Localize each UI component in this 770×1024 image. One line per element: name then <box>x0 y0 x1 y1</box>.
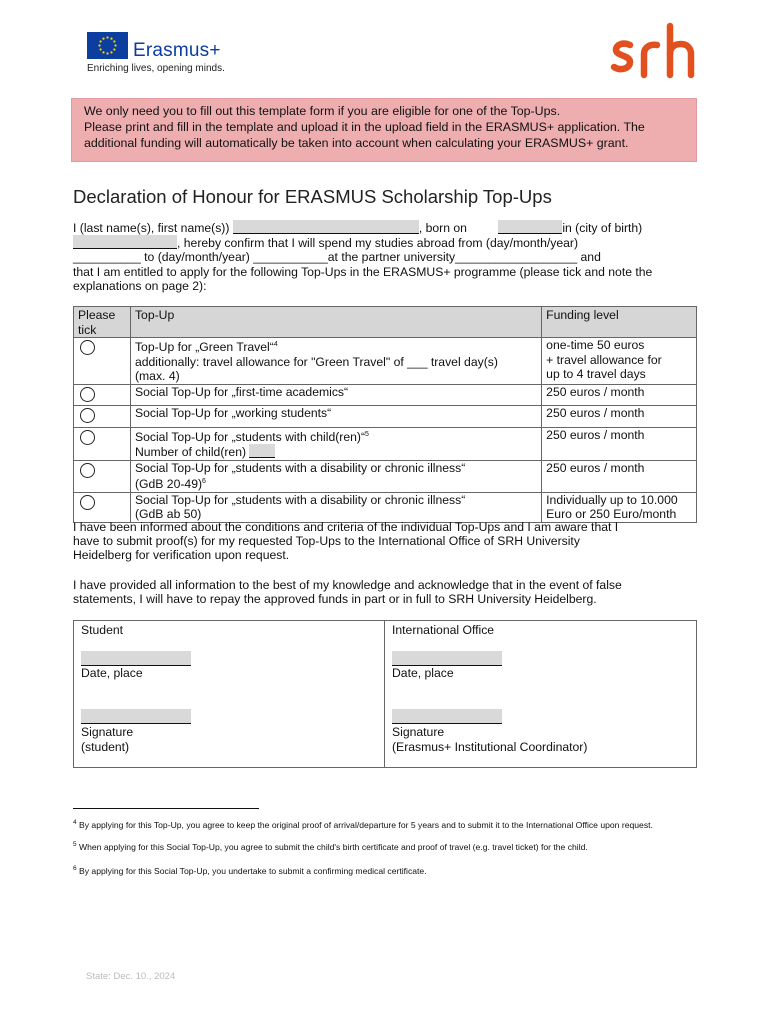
footnote-text: By applying for this Top-Up, you agree to keep the original proof of arrival/departure for 5 years and to submit it to the International Office upon request. <box>76 819 653 830</box>
tick-radio-first-time-academics[interactable] <box>80 387 95 402</box>
tick-radio-students-with-children[interactable] <box>80 430 95 445</box>
srh-logo-mark <box>610 18 702 80</box>
topup-label: Social Top-Up for „first-time academics“ <box>130 384 541 406</box>
topup-label: Social Top-Up for „students with a disability or chronic illness“ <box>134 492 466 507</box>
paragraph-line: have to submit proof(s) for my requested Top-Ups to the International Office of SRH University <box>73 534 580 549</box>
signature-table <box>73 620 697 768</box>
funding-level: 250 euros / month <box>542 384 697 406</box>
footnote <box>73 840 693 852</box>
topup-detail: (max. 4) <box>134 369 180 384</box>
office-signature-label <box>392 725 587 754</box>
student-signature-column <box>74 621 385 767</box>
birth-city-field[interactable] <box>73 235 177 249</box>
erasmus-logo-text: Erasmus+ <box>133 40 221 61</box>
liability-paragraph <box>73 578 695 606</box>
student-signature-field[interactable] <box>81 709 191 724</box>
notice-line: Please print and fill in the template and upload it in the upload field in the ERASMUS+ application. The <box>84 120 645 134</box>
col-header-tick: Please tick <box>74 307 131 338</box>
footnote-number: 4 <box>73 819 77 826</box>
signature-label-line: Signature <box>392 725 445 739</box>
paragraph-line: I have been informed about the conditions and criteria of the individual Top-Ups and I am aware that I <box>73 520 619 534</box>
funding-level: up to 4 travel days <box>546 367 646 381</box>
col-header-funding: Funding level <box>542 307 697 338</box>
declaration-text-line: explanations on page 2): <box>73 278 207 293</box>
birth-date-field[interactable] <box>498 220 562 234</box>
acknowledgement-paragraph <box>73 520 695 563</box>
topup-label: Social Top-Up for „students with a disability or chronic illness“ <box>134 460 466 475</box>
declaration-text-segment: , born on <box>418 221 471 235</box>
table-row <box>74 406 697 428</box>
paragraph-line: Heidelberg for verification upon request. <box>73 548 290 563</box>
office-date-field[interactable] <box>392 651 502 666</box>
topup-detail: Number of child(ren) <box>134 445 250 460</box>
footnote <box>73 818 693 830</box>
topups-table <box>73 306 697 523</box>
topup-detail: (GdB 20-49) <box>134 477 203 492</box>
paragraph-line: I have provided all information to the best of my knowledge and acknowledge that in the event of false <box>73 578 622 592</box>
student-signature-label <box>81 725 133 754</box>
signature-label-line: (student) <box>81 739 130 754</box>
declaration-text-line: that I am entitled to apply for the following Top-Ups in the ERASMUS+ programme (please tick and note the <box>73 264 653 279</box>
table-row <box>74 492 697 522</box>
student-date-label: Date, place <box>81 666 143 680</box>
notice-line: We only need you to fill out this template form if you are eligible for one of the Top-Ups. <box>84 104 561 118</box>
funding-level: Euro or 250 Euro/month <box>546 507 677 522</box>
eu-flag-icon <box>87 32 128 59</box>
funding-level: one-time 50 euros <box>546 338 645 352</box>
funding-level: 250 euros / month <box>542 406 697 428</box>
declaration-text <box>73 220 695 293</box>
paragraph-line: statements, I will have to repay the approved funds in part or in full to SRH University Heidelberg. <box>73 592 597 607</box>
tick-radio-working-students[interactable] <box>80 408 95 423</box>
office-signature-field[interactable] <box>392 709 502 724</box>
student-date-field[interactable] <box>81 651 191 666</box>
footnote-number: 6 <box>73 865 77 872</box>
declaration-text-segment: , hereby confirm that I will spend my studies abroad from (day/month/year) <box>177 236 579 251</box>
footnote-text: By applying for this Social Top-Up, you undertake to submit a confirming medical certificate. <box>76 865 427 876</box>
tick-radio-disability-gdb-20-49[interactable] <box>80 463 95 478</box>
footnote-text: When applying for this Social Top-Up, you agree to submit the child's birth certificate and proof of travel (e.g. travel ticket) for the child. <box>76 841 588 852</box>
footnote-divider <box>73 808 259 809</box>
tick-radio-green-travel[interactable] <box>80 340 95 355</box>
table-row <box>74 338 697 385</box>
document-title: Declaration of Honour for ERASMUS Scholarship Top-Ups <box>73 186 552 207</box>
signature-label-line: Signature <box>81 725 134 739</box>
footnote-ref: 6 <box>202 478 206 486</box>
table-row <box>74 460 697 492</box>
topup-label: Top-Up for „Green Travel“ <box>134 340 274 355</box>
funding-level: 250 euros / month <box>542 460 697 492</box>
erasmus-tagline: Enriching lives, opening minds. <box>87 63 225 74</box>
topup-label: Social Top-Up for „working students“ <box>130 406 541 428</box>
footnote <box>73 864 693 876</box>
funding-level: 250 euros / month <box>542 427 697 460</box>
study-period-line: __________ to (day/month/year) ___________at the partner university__________________ and <box>73 250 601 265</box>
notice-line: additional funding will automatically be taken into account when calculating your ERASMUS+ grant. <box>84 136 629 150</box>
eligibility-notice <box>71 98 697 162</box>
footnote-number: 5 <box>73 841 77 848</box>
name-field[interactable] <box>233 220 419 234</box>
children-count-field[interactable] <box>249 444 275 458</box>
version-stamp: State: Dec. 10., 2024 <box>86 971 176 982</box>
office-heading: International Office <box>392 623 495 637</box>
table-row <box>74 384 697 406</box>
footnote-ref: 5 <box>365 430 369 438</box>
office-signature-column <box>385 621 696 767</box>
signature-label-line: (Erasmus+ Institutional Coordinator) <box>392 739 588 754</box>
table-row <box>74 427 697 460</box>
tick-radio-disability-gdb-50[interactable] <box>80 495 95 510</box>
topup-label: Social Top-Up for „students with child(ren)“ <box>134 429 366 444</box>
student-heading: Student <box>81 623 124 637</box>
col-header-topup: Top-Up <box>130 307 541 338</box>
funding-level: + travel allowance for <box>546 352 662 367</box>
topup-detail: (GdB ab 50) <box>134 507 202 522</box>
declaration-text-segment: in (city of birth) <box>562 221 643 235</box>
declaration-text-segment: I (last name(s), first name(s)) <box>73 221 233 235</box>
funding-level: Individually up to 10.000 <box>546 492 678 507</box>
table-header-row <box>74 307 697 338</box>
office-date-label: Date, place <box>392 666 454 680</box>
srh-logo <box>610 18 702 85</box>
topup-detail: additionally: travel allowance for "Green Travel" of ___ travel day(s) <box>134 354 498 369</box>
footnote-ref: 4 <box>273 341 278 348</box>
